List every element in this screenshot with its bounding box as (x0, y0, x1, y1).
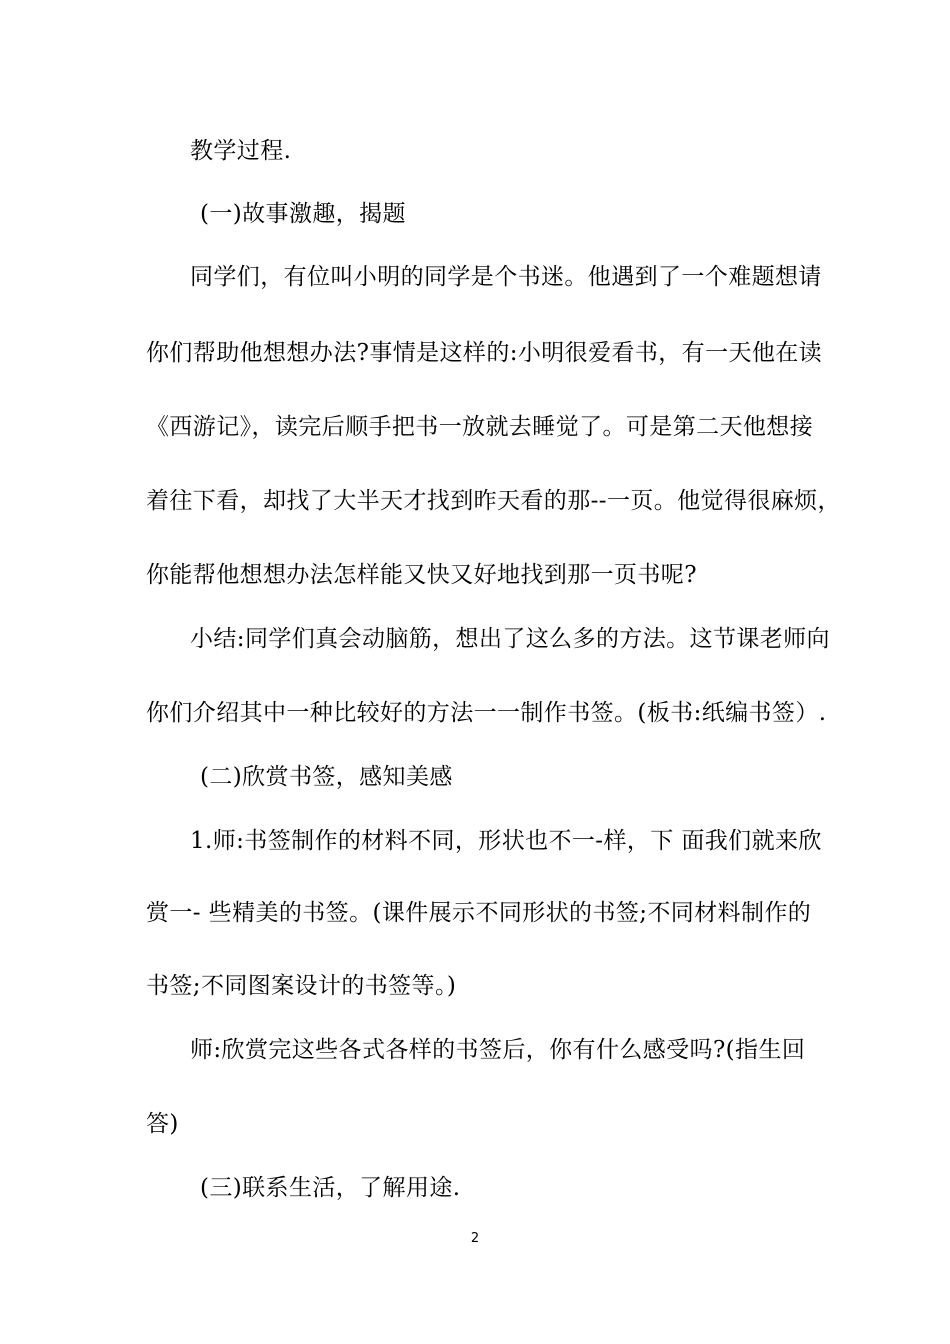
paragraph-line: 1.师:书签制作的材料不同，形状也不一-样，下 面我们就来欣 (190, 828, 822, 854)
paragraph-line: 答) (146, 1111, 179, 1137)
section-heading-3: (三)联系生活，了解用途. (200, 1175, 461, 1201)
page-number: 2 (470, 1231, 480, 1246)
paragraph-line: 你们介绍其中一种比较好的方法一一制作书签。(板书:纸编书签）. (146, 700, 827, 726)
paragraph-line: 书签;不同图案设计的书签等。) (146, 973, 457, 999)
heading-teaching-process: 教学过程. (190, 138, 292, 164)
section-heading-1: (一)故事激趣，揭题 (200, 201, 406, 227)
paragraph-line: 师:欣赏完这些各式各样的书签后，你有什么感受吗?(指生回 (190, 1037, 806, 1063)
paragraph-line: 同学们，有位叫小明的同学是个书迷。他遇到了一个难题想请 (190, 264, 822, 290)
paragraph-line: 你能帮他想想办法怎样能又快又好地找到那一页书呢? (146, 562, 697, 588)
section-heading-2: (二)欣赏书签，感知美感 (200, 764, 453, 790)
paragraph-line: 赏一- 些精美的书签。(课件展示不同形状的书签;不同材料制作的 (146, 900, 812, 926)
paragraph-line: 小结:同学们真会动脑筋，想出了这么多的方法。这节课老师向 (190, 626, 830, 652)
paragraph-line: 你们帮助他想想办法?事情是这样的:小明很爱看书，有一天他在读 (146, 340, 823, 366)
paragraph-line: 《西游记》，读完后顺手把书一放就去睡觉了。可是第二天他想接 (146, 414, 814, 440)
paragraph-line: 着往下看，却找了大半天才找到昨天看的那--一页。他觉得很麻烦， (146, 488, 841, 514)
